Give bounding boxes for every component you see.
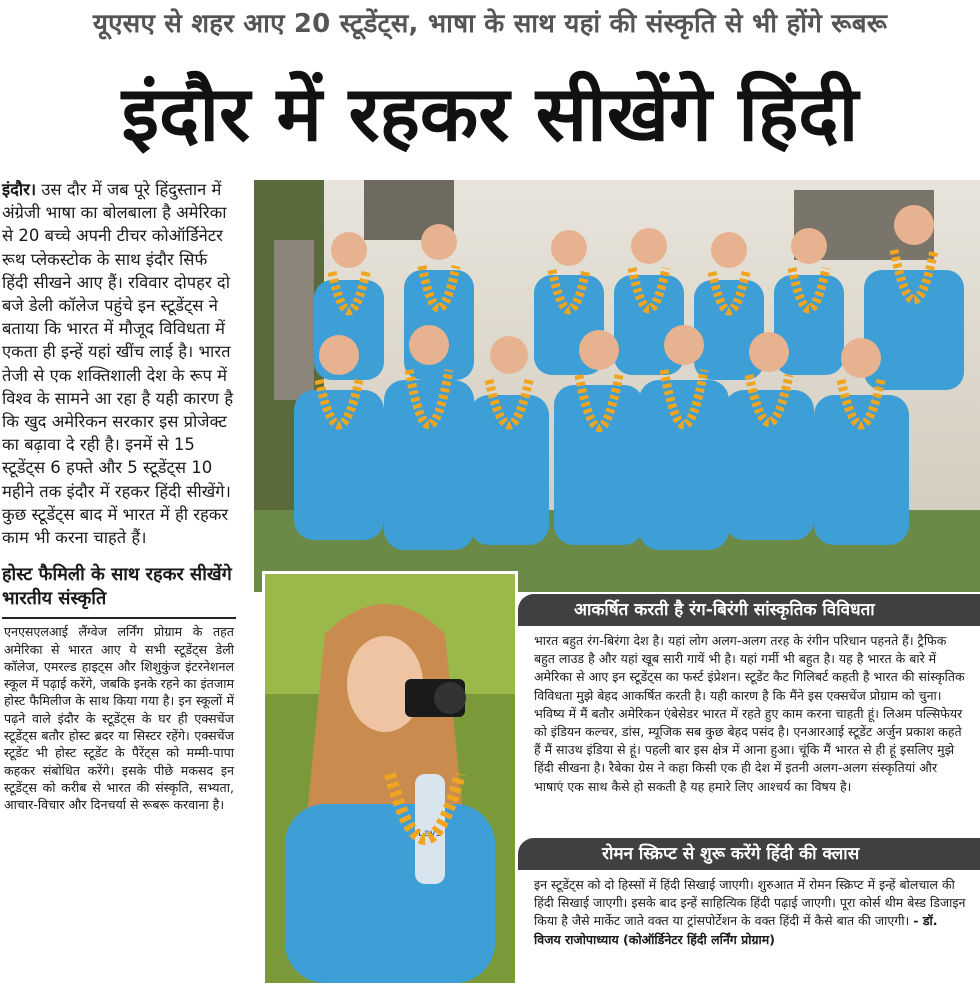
subhead-body: एनएसएलआई लैंग्वेज लर्निंग प्रोग्राम के तहत अमेरिका से भारत आए ये सभी स्टूडेंट्स डेली कॉलेज, एमरल्ड हाइट्स और शिशुकुंज इंटरनेशनल स्कूल में पढ़ाई करेंगे, जबकि इनके रहने का इंतजाम होस्ट फैमिलीज के साथ किया गया है। इन स्कूलों में पढ़ने वाले इंदौर के स्टूडेंट्स के घर ही एक्सचेंज स्टूडेंट्स बतौर होस्ट ब्रदर या सिस्टर रहेंगे। एक्सचेंज स्टूडेंट भी होस्ट स्टूडेंट के पैरेंट्स को मम्मी-पापा कहकर संबोधित करेंगे। इसके पीछे मकसद इन स्टूडेंट्स को करीब से भारत की संस्कृति, सभ्यता, आचार-विचार और दिनचर्या से रूबरू करवाना है।: [4, 624, 234, 813]
bottle-label: Lays: [418, 828, 441, 839]
left-column: [0, 178, 238, 814]
lead-text: उस दौर में जब पूरे हिंदुस्तान में अंग्रेजी भाषा का बोलबाला है अमेरिका से 20 बच्चे अपनी टीचर कोऑर्डिनेटर रूथ प्लेकस्टोक के साथ इंदौर सिर्फ हिंदी सीखने आए हैं। रविवार दोपहर दो बजे डेली कॉलेज पहुंचे इन स्टूडेंट्स ने बताया कि भारत में मौजूद विविधता में एकता ही इन्हें यहां खींच लाई है। भारत तेजी से एक शक्तिशाली देश के रूप में विश्व के सामने आ रहा है यही कारण है कि खुद अमेरिकन सरकार इस प्रोजेक्ट का बढ़ावा दे रही है। इनमें से 15 स्टूडेंट्स 6 हफ्ते और 5 स्टूडेंट्स 10 महीने तक इंदौर में रहकर हिंदी सीखेंगे। कुछ स्टूडेंट्स बाद में भारत में ही रहकर काम भी करना चाहते हैं।: [2, 180, 234, 548]
culture-sidebar-title: आकर्षित करती है रंग-बिरंगी सांस्कृतिक विविधता: [518, 594, 980, 626]
culture-sidebar: [518, 594, 980, 838]
subhead: होस्ट फैमिली के साथ रहकर सीखेंगे भारतीय संस्कृति: [2, 564, 232, 610]
script-sidebar-title: रोमन स्क्रिप्ट से शुरू करेंगे हिंदी की क्लास: [518, 838, 980, 870]
group-photo-illustration: [254, 180, 980, 592]
kicker-headline: यूएसए से शहर आए 20 स्टूडेंट्स, भाषा के साथ यहां की संस्कृति से भी होंगे रूबरू: [92, 9, 888, 39]
main-headline: इंदौर में रहकर सीखेंगे हिंदी: [121, 69, 859, 158]
lead-paragraph: [0, 178, 238, 549]
inset-photo-illustration: [265, 574, 515, 983]
inset-photo: [262, 571, 518, 986]
dateline: इंदौर।: [2, 180, 37, 199]
culture-sidebar-text: भारत बहुत रंग-बिरंगा देश है। यहां लोग अलग-अलग तरह के रंगीन परिधान पहनते हैं। ट्रैफिक बहुत लाउड है और यहां खूब सारी गायें भी है। यहां गर्मी भी बहुत है। यह है भारत के बारे में अमेरिका से आए इन स्टूडेंट्स का फर्स्ट इंप्रेशन। स्टूडेंट कैट गिलिबर्ट कहती है भारत की सांस्कृतिक विविधता मुझे बेहद आकर्षित करती है। यही कारण है कि मैंने इस एक्सचेंज प्रोग्राम को चुना। भविष्य में मैं बतौर अमेरिकन एंबेसेडर भारत में रहते हुए काम करना चाहती हूं। लिअम पल्सिफेयर को इंडियन कल्चर, डांस, म्यूजिक सब कुछ बेहद पसंद है। एनआरआई स्टूडेंट अर्जुन प्रकाश कहते हैं मैं साउथ इंडिया से हूं। पहली बार इस क्षेत्र में आना हुआ। चूंकि मैं भारत से ही हूं इसलिए मुझे हिंदी सीखना है। रैबेका ग्रेस ने कहा किसी एक ही देश में इतनी अलग-अलग संस्कृतियां और भाषाएं एक साथ कैसे हो सकती है यह हमारे लिए आश्चर्य का विषय है।: [534, 633, 965, 794]
script-sidebar: [518, 838, 980, 986]
script-sidebar-body: इन स्टूडेंट्स को दो हिस्सों में हिंदी सिखाई जाएगी। शुरुआत में रोमन स्क्रिप्ट में इन्हें बोलचाल की हिंदी सिखाई जाएगी। इसके बाद इन्हें साहित्यिक हिंदी पढ़ाई जाएगी। पूरा कोर्स थीम बेस्ड डिजाइन किया है जैसे मार्केट जाते वक्त या ट्रांसपोर्टेशन के वक्त हिंदी में कैसे बात की जाएगी।: [534, 877, 966, 929]
subhead-rule: [2, 617, 236, 619]
group-photo: [254, 180, 980, 592]
script-sidebar-text: [518, 870, 980, 949]
script-sidebar-credit: - डॉ. विजय राजोपाध्याय (कोऑर्डिनेटर हिंदी लर्निंग प्रोग्राम): [534, 913, 938, 947]
